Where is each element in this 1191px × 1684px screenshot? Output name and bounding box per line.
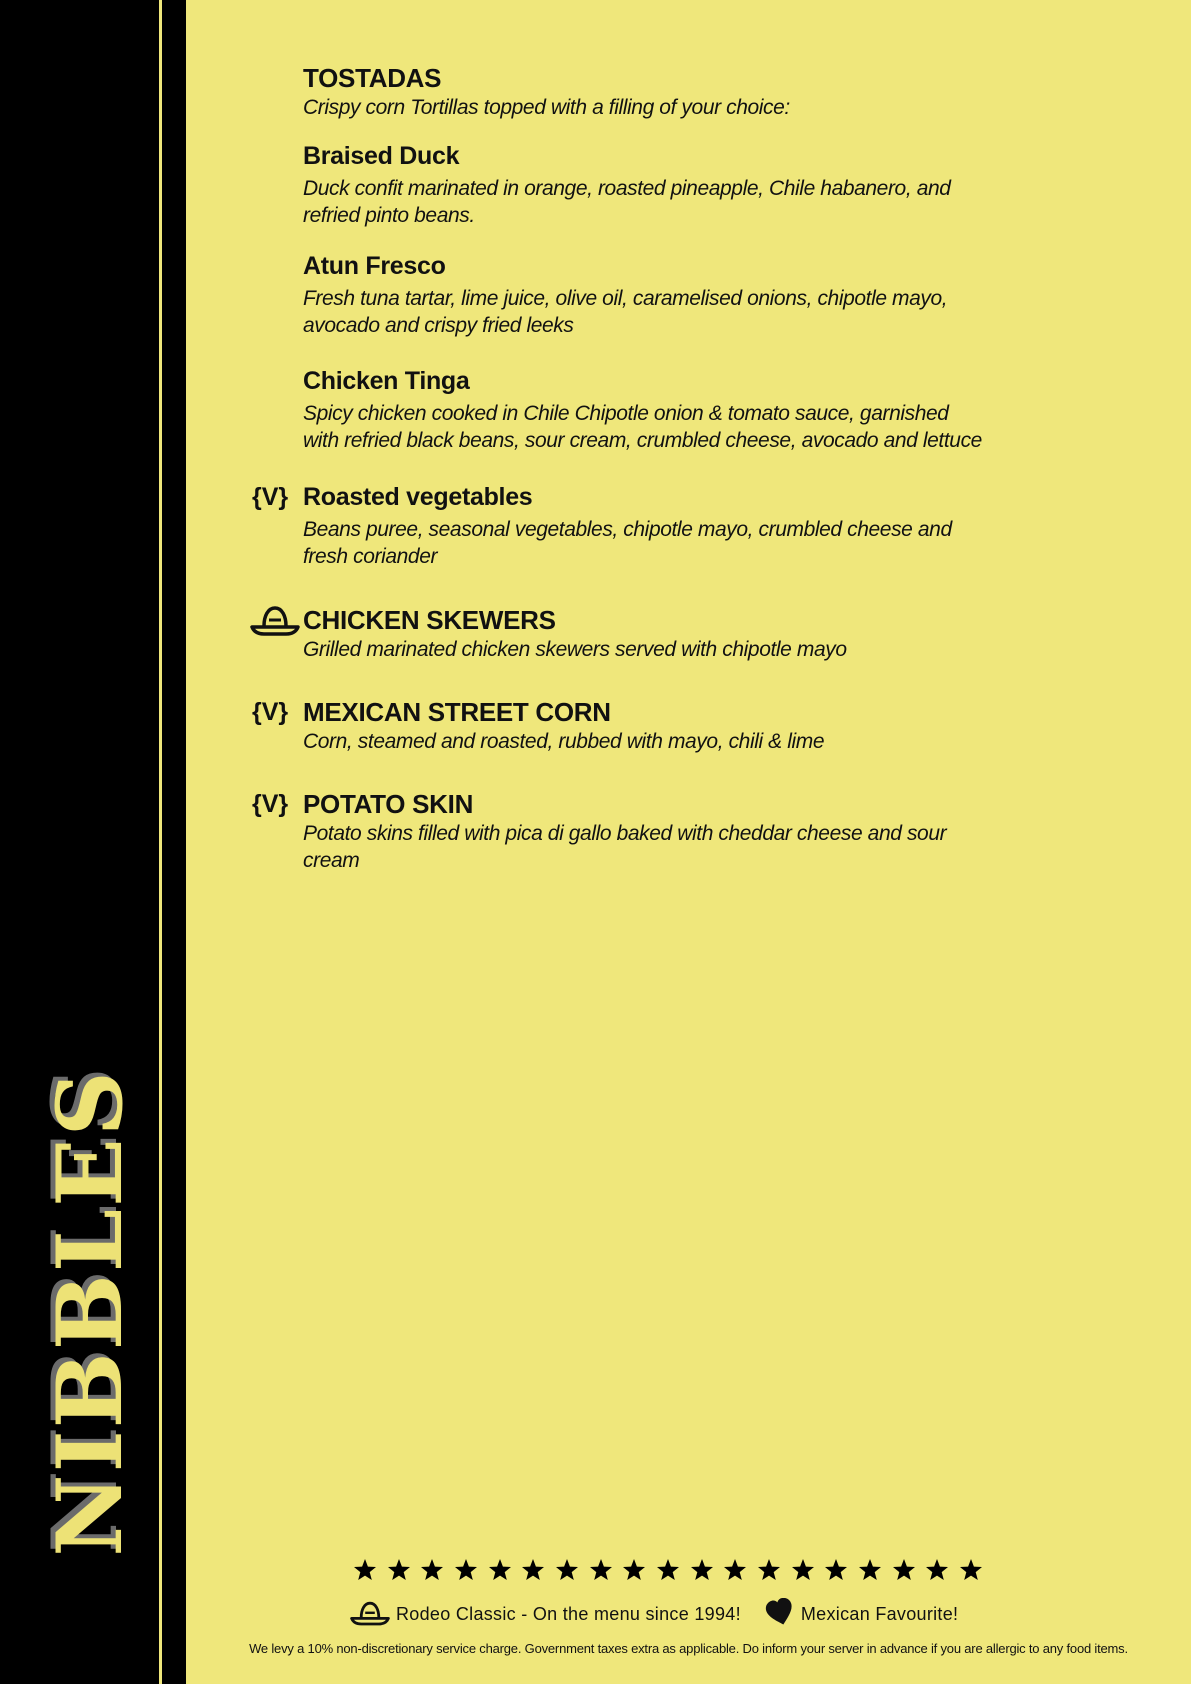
menu-item (303, 604, 983, 663)
star-icon (757, 1558, 781, 1582)
sombrero-icon (250, 602, 300, 644)
menu-item-name: POTATO SKIN (303, 789, 474, 819)
menu-item-description: Grilled marinated chicken skewers served with chipotle mayo (303, 638, 847, 661)
disclaimer: We levy a 10% non-discretionary service charge. Government taxes extra as applicable. Do inform your server in advance if you are allergic to any food items. (249, 1641, 1128, 1656)
menu-item (252, 696, 983, 755)
vegetarian-marker: {V} (252, 483, 289, 511)
star-icon (488, 1558, 512, 1582)
menu-item (252, 481, 983, 570)
menu-item-description: Duck confit marinated in orange, roasted pineapple, Chile habanero, and refried pinto beans. (303, 177, 951, 227)
section-title: NIBBLES (37, 1068, 143, 1557)
menu-item (303, 140, 983, 229)
menu-item-name: Chicken Tinga (303, 367, 470, 395)
menu-item-name: CHICKEN SKEWERS (303, 605, 556, 635)
star-icon (454, 1558, 478, 1582)
menu-item-description: Corn, steamed and roasted, rubbed with mayo, chili & lime (303, 730, 825, 753)
star-icon (353, 1558, 377, 1582)
star-icon (690, 1558, 714, 1582)
menu-item-description: Potato skins filled with pica di gallo baked with cheddar cheese and sour cream (303, 822, 947, 872)
legend-favourite-text: Mexican Favourite! (800, 1604, 959, 1624)
menu-item-name: Braised Duck (303, 142, 460, 170)
star-icon (420, 1558, 444, 1582)
sidebar-divider (159, 0, 162, 1684)
heart-icon (765, 1598, 795, 1631)
star-icon (824, 1558, 848, 1582)
star-icon (959, 1558, 983, 1582)
sidebar-title-wrap (37, 1068, 143, 1557)
tostadas-title: TOSTADAS (303, 63, 442, 93)
menu-item (303, 365, 983, 454)
menu-list (252, 62, 983, 874)
sombrero-icon (350, 1598, 390, 1631)
menu-item-description: Beans puree, seasonal vegetables, chipotle mayo, crumbled cheese and fresh coriander (303, 518, 952, 568)
tostadas-section (303, 62, 983, 121)
star-icon (387, 1558, 411, 1582)
star-icon (521, 1558, 545, 1582)
tostadas-subtitle: Crispy corn Tortillas topped with a filling of your choice: (303, 96, 790, 119)
legend (350, 1598, 958, 1631)
star-icon (791, 1558, 815, 1582)
vegetarian-marker: {V} (252, 698, 289, 726)
star-icon (656, 1558, 680, 1582)
legend-classic-text: Rodeo Classic - On the menu since 1994! (396, 1604, 741, 1624)
star-icon (723, 1558, 747, 1582)
star-icon (555, 1558, 579, 1582)
star-icon (589, 1558, 613, 1582)
menu-item-name: Atun Fresco (303, 252, 446, 280)
star-icon (622, 1558, 646, 1582)
menu-item-name: MEXICAN STREET CORN (303, 697, 611, 727)
vegetarian-marker: {V} (252, 790, 289, 818)
star-divider (353, 1558, 983, 1582)
menu-item-description: Fresh tuna tartar, lime juice, olive oil, caramelised onions, chipotle mayo, avocado and crispy fried leeks (303, 287, 948, 337)
menu-item (303, 250, 983, 339)
menu-item-description: Spicy chicken cooked in Chile Chipotle onion & tomato sauce, garnished with refried black beans, sour cream, crumbled cheese, avocado and lettuce (303, 402, 982, 452)
menu-item-name: Roasted vegetables (303, 483, 533, 511)
star-icon (892, 1558, 916, 1582)
sidebar (0, 0, 186, 1684)
star-icon (925, 1558, 949, 1582)
menu-item (252, 788, 983, 874)
star-icon (858, 1558, 882, 1582)
